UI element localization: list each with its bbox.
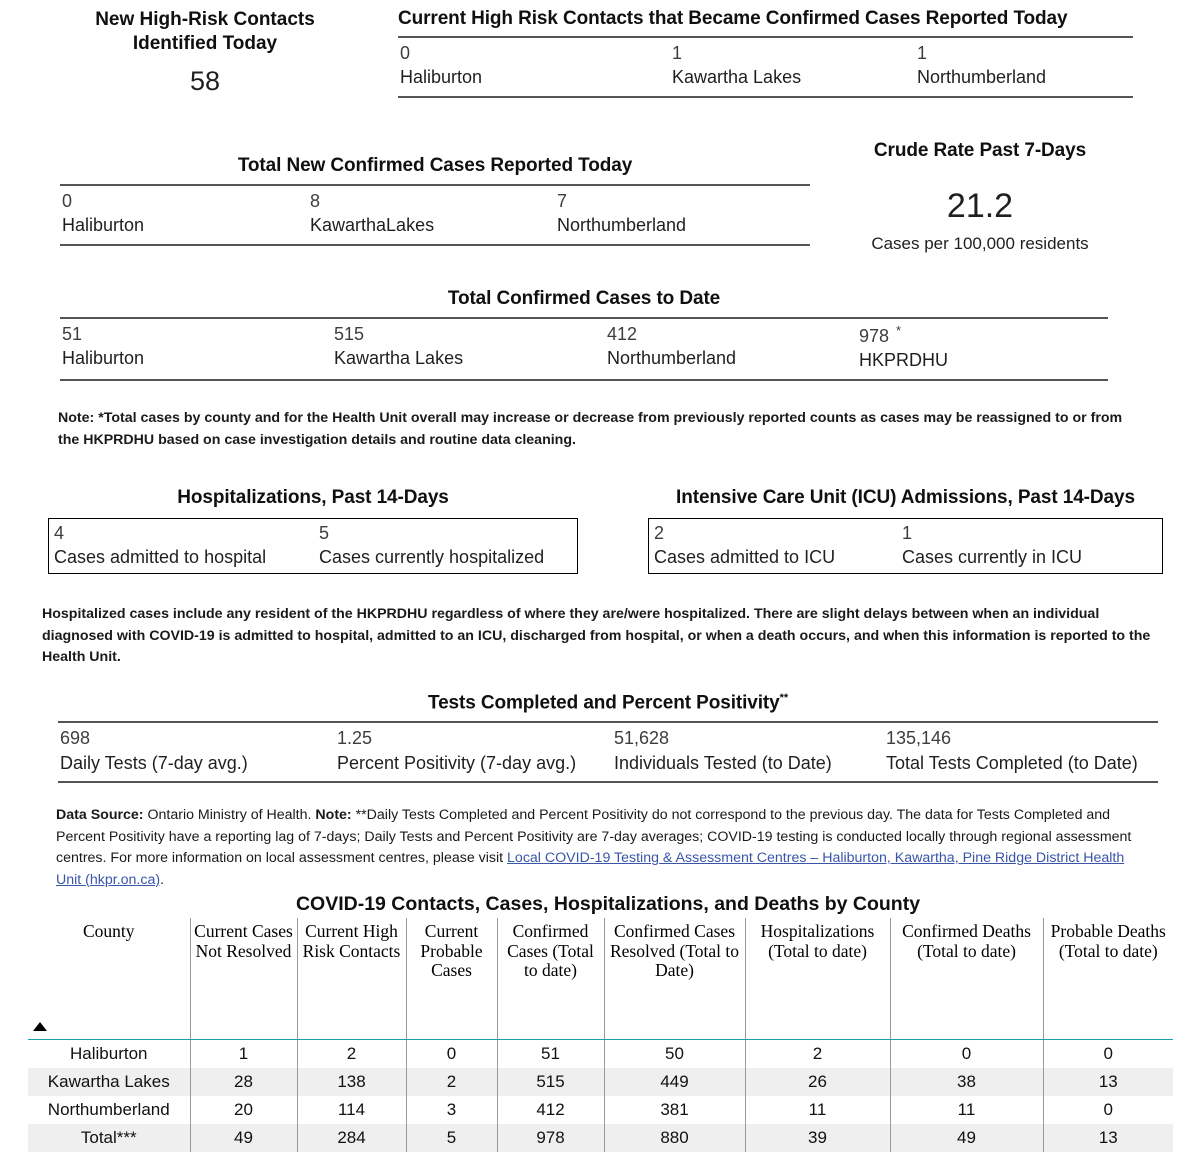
stat-label: Individuals Tested (to Date) [614,752,832,773]
col-header-confirmed-cases-total[interactable]: Confirmed Cases (Total to date) [497,918,604,1036]
note-tail: . [160,871,165,888]
stat-cell [308,186,555,244]
stat-value: 4 [54,523,65,543]
cell-value: 0 [890,1040,1043,1069]
cell-value: 26 [745,1068,890,1096]
stat-cell [398,38,670,96]
cell-value: 515 [497,1068,604,1096]
cell-value: 978 [497,1124,604,1152]
cell-value: 1 [190,1040,297,1069]
stat-cell [332,319,605,379]
table-row [28,1040,1173,1069]
icu-box [648,518,1163,574]
cell-value: 11 [890,1096,1043,1124]
stat-label: Cases currently in ICU [902,547,1083,568]
cell-value: 51 [497,1040,604,1069]
cell-value: 0 [406,1040,497,1069]
stat-cell [605,319,857,379]
total-confirmed-title: Total Confirmed Cases to Date [447,288,721,309]
stat-label: Haliburton [400,67,483,88]
county-table-title: COVID-19 Contacts, Cases, Hospitalizations, and Deaths by County [295,893,921,915]
cell-value: 381 [604,1096,745,1124]
stat-cell [897,519,1162,573]
stat-value: 1 [917,43,928,63]
col-header-confirmed-cases-resolved[interactable]: Confirmed Cases Resolved (Total to Date) [604,918,745,1036]
cell-value: 3 [406,1096,497,1124]
stat-value: 51 [62,324,83,344]
stat-value: 1.25 [337,728,373,749]
cell-value: 38 [890,1068,1043,1096]
stat-label: Haliburton [62,215,145,236]
stat-label: Cases admitted to ICU [654,547,836,568]
stat-label: Northumberland [557,215,687,236]
stat-value: 0 [62,191,73,211]
stat-label: Percent Positivity (7-day avg.) [337,752,577,773]
footnote-marker: ** [779,692,789,704]
cell-value: 880 [604,1124,745,1152]
stat-label: Northumberland [607,348,737,369]
stat-value: 135,146 [886,728,952,749]
hospitalizations-box [48,518,578,574]
col-header-hospitalizations-total[interactable]: Hospitalizations (Total to date) [745,918,890,1036]
stat-label: Cases admitted to hospital [54,547,267,568]
stat-cell [884,723,1156,781]
assessment-centres-link[interactable]: Local COVID-19 Testing & Assessment Centres – Haliburton, Kawartha, Pine Ridge District Health Unit (hkpr.on.ca) [56,850,1125,888]
col-header-probable-deaths-total[interactable]: Probable Deaths (Total to date) [1043,918,1173,1036]
new-high-risk-value: 58 [189,65,221,96]
stat-cell [555,186,805,244]
stat-label: HKPRDHU [859,350,949,371]
table-row-total [28,1124,1173,1152]
stat-cell [612,723,884,781]
stat-cell [670,38,915,96]
total-new-confirmed-title: Total New Confirmed Cases Reported Today [237,155,633,176]
note-data-source [56,805,1146,891]
cell-value: 39 [745,1124,890,1152]
cell-value: 138 [297,1068,406,1096]
crude-rate-caption: Cases per 100,000 residents [871,234,1089,254]
stat-value: 51,628 [614,728,670,749]
footnote-marker: * [896,323,902,338]
row-label: Total*** [28,1124,190,1152]
cell-value: 2 [745,1040,890,1069]
stat-value: 2 [654,523,665,543]
cell-value: 412 [497,1096,604,1124]
stat-value: 8 [310,191,321,211]
total-confirmed-strip [60,317,1108,381]
became-confirmed-title: Current High Risk Contacts that Became Confirmed Cases Reported Today [398,8,1068,29]
cell-value: 2 [297,1040,406,1069]
tests-strip [58,721,1158,783]
hospitalizations-block [48,487,578,574]
stat-label: Daily Tests (7-day avg.) [60,752,248,773]
stat-cell [649,519,897,573]
cell-value: 0 [1043,1040,1173,1069]
cell-value: 114 [297,1096,406,1124]
stat-label: Cases currently hospitalized [319,547,545,568]
cell-value: 5 [406,1124,497,1152]
cell-value: 2 [406,1068,497,1096]
stat-value: 412 [607,324,638,344]
became-confirmed-block [398,8,1133,98]
new-high-risk-title [60,8,350,57]
cell-value: 13 [1043,1068,1173,1096]
col-header-current-probable-cases[interactable]: Current Probable Cases [406,918,497,1036]
cell-value: 20 [190,1096,297,1124]
stat-cell [58,723,335,781]
stat-value: 1 [672,43,683,63]
row-label: Northumberland [47,1100,170,1120]
county-table-wrapper [28,918,1173,1152]
stat-value: 0 [400,43,411,63]
stat-value [859,323,1107,348]
cell-value: 49 [190,1124,297,1152]
col-header-current-high-risk-contacts[interactable]: Current High Risk Contacts [297,918,406,1036]
cell-value: 449 [604,1068,745,1096]
cell-value: 284 [297,1124,406,1152]
stat-cell [60,186,308,244]
crude-rate-title: Crude Rate Past 7-Days [873,140,1087,161]
row-label: Haliburton [70,1044,148,1063]
cell-value: 28 [190,1068,297,1096]
total-new-confirmed-strip [60,184,810,246]
tests-title [58,692,1158,714]
stat-value: 698 [60,728,91,749]
note-hospitalization: Hospitalized cases include any resident of the HKPRDHU regardless of where they are/were hospitalized. There are slight delays between when an individual diagnosed with COVID-19 is admitted to hospital, admitted to an ICU, discharged from hospital, or when a death occurs, and when this information is reported to the Health Unit. [42,606,1151,666]
note-body: **Daily Tests Completed and Percent Positivity do not correspond to the previous day. The data for Tests Completed and Percent Positivity have a reporting lag of 7-days; Daily Tests and Percent Positivity are 7-day averages; COVID-19 testing is conducted locally through regional assessment centres. For more information on local assessment centres, please visit [56,807,1132,867]
total-new-confirmed-block [60,155,810,246]
row-label: Kawartha Lakes [28,1068,190,1096]
stat-cell [49,519,314,573]
data-source-label: Data Source: [56,807,144,823]
stat-cell [314,519,577,573]
col-header-current-cases-not-resolved[interactable]: Current Cases Not Resolved [190,918,297,1036]
new-high-risk-title-line2: Identified Today [132,33,278,55]
stat-label: Haliburton [62,348,145,369]
col-header-county[interactable]: County [82,921,135,941]
cell-value: 13 [1043,1124,1173,1152]
stat-value: 515 [334,324,365,344]
county-table [28,918,1173,1152]
county-table-body [28,1040,1173,1153]
crude-rate-value: 21.2 [946,187,1014,225]
stat-value: 7 [557,191,568,211]
county-table-header-row [28,918,1173,1036]
stat-label: Kawartha Lakes [672,67,802,88]
became-confirmed-strip [398,36,1133,98]
stat-cell [915,38,1133,96]
cell-value: 0 [1043,1096,1173,1124]
tests-title-text: Tests Completed and Percent Positivity [427,692,780,714]
cell-value: 50 [604,1040,745,1069]
stat-label: Total Tests Completed (to Date) [886,752,1138,773]
stat-value-text: 978 [859,326,890,346]
cell-value: 11 [745,1096,890,1124]
icu-title: Intensive Care Unit (ICU) Admissions, Past 14-Days [676,487,1135,508]
stat-cell [857,319,1107,379]
icu-block [648,487,1163,574]
tests-block [58,692,1158,783]
stat-value: 5 [319,523,330,543]
stat-label: Kawartha Lakes [334,348,464,369]
note-cases: Note: *Total cases by county and for the Health Unit overall may increase or decrease from previously reported counts as cases may be reassigned to or from the HKPRDHU based on case investigation details and routine data cleaning. [58,410,1123,448]
data-source-text: Ontario Ministry of Health. [143,807,316,823]
new-high-risk-title-line1: New High-Risk Contacts [95,9,315,30]
stat-label: KawarthaLakes [310,215,435,236]
stat-cell [60,319,332,379]
stat-value: 1 [902,523,913,543]
new-high-risk-block [60,8,350,96]
table-row [28,1096,1173,1124]
table-row [28,1068,1173,1096]
total-confirmed-block [60,288,1108,381]
cell-value: 49 [890,1124,1043,1152]
hospitalizations-title: Hospitalizations, Past 14-Days [177,487,449,508]
crude-rate-block [845,140,1115,254]
stat-cell [335,723,612,781]
note-label: Note: [315,807,352,823]
col-header-confirmed-deaths-total[interactable]: Confirmed Deaths (Total to date) [890,918,1043,1036]
stat-label: Northumberland [917,67,1047,88]
